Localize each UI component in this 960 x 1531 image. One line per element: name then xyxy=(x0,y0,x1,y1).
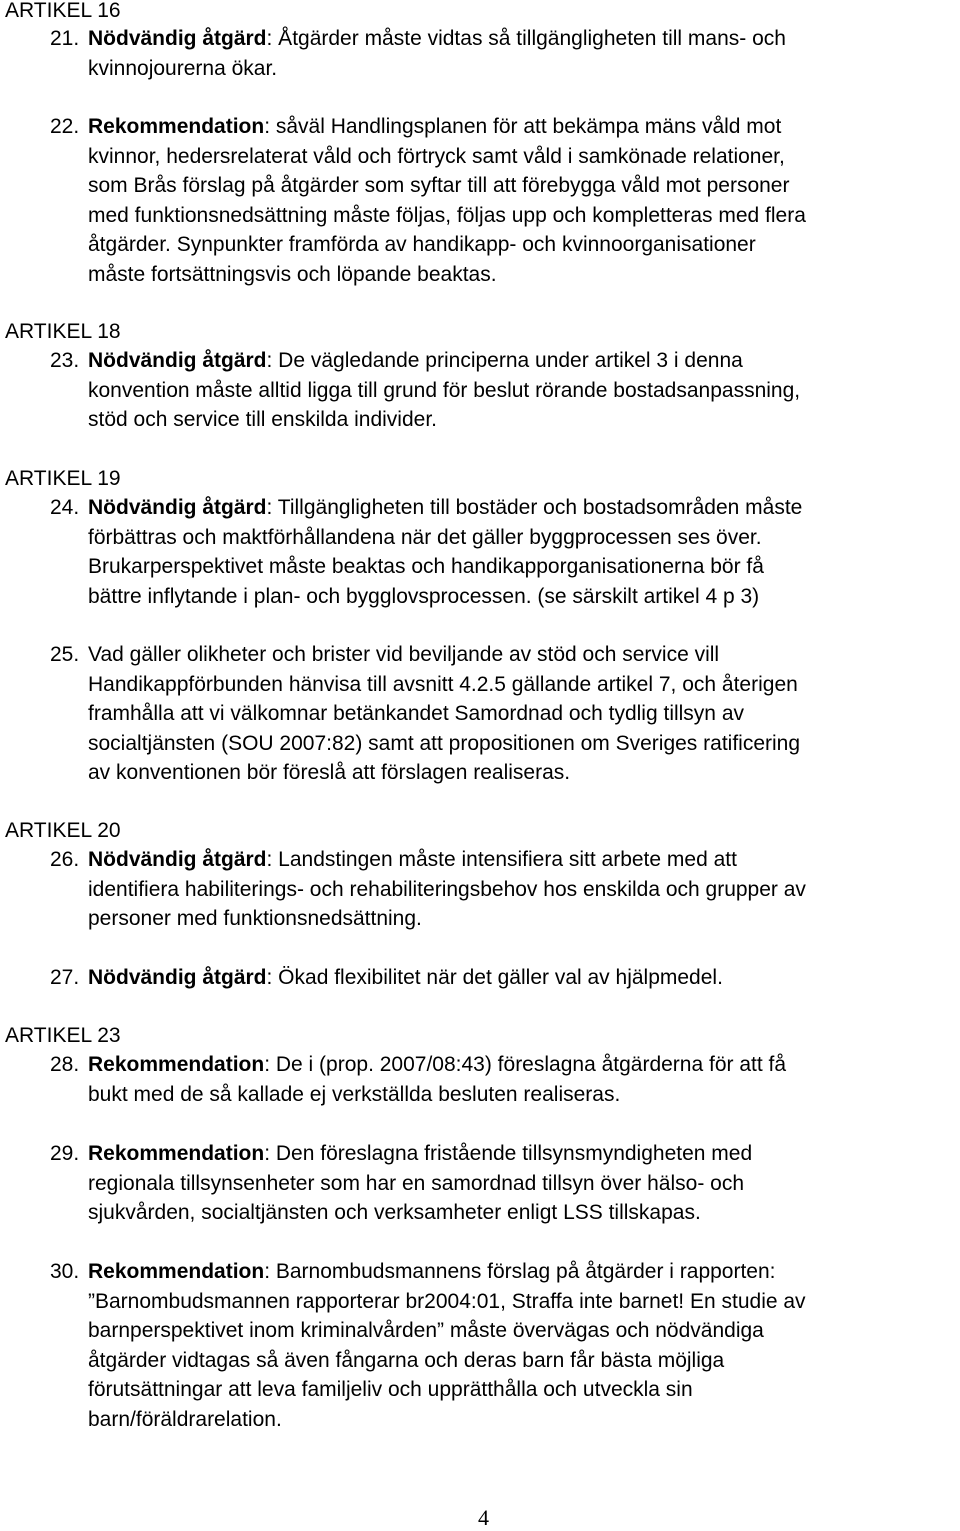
item-line: åtgärder. Synpunkter framförda av handikapp- och kvinnoorganisationer xyxy=(88,233,756,256)
item-line: Brukarperspektivet måste beaktas och handikapporganisationerna bör få xyxy=(88,555,764,578)
item-text: : De i (prop. 2007/08:43) föreslagna åtgärderna för att få xyxy=(264,1053,787,1076)
item-number: 29. xyxy=(50,1142,80,1165)
item-label: Rekommendation xyxy=(88,1053,265,1076)
item-line: ”Barnombudsmannen rapporterar br2004:01, Straffa inte barnet! En studie av xyxy=(88,1290,806,1313)
item-line xyxy=(88,848,737,872)
article-18-heading: ARTIKEL 18 xyxy=(5,320,121,343)
item-label: Nödvändig åtgärd xyxy=(88,966,267,989)
item-line: sjukvården, socialtjänsten och verksamheter enligt LSS tillskapas. xyxy=(88,1201,701,1224)
item-line: Handikappförbunden hänvisa till avsnitt 4.2.5 gällande artikel 7, och återigen xyxy=(88,673,798,696)
item-line xyxy=(88,1142,752,1166)
item-number: 27. xyxy=(50,966,80,989)
item-text: : Landstingen måste intensifiera sitt arbete med att xyxy=(266,848,737,871)
item-text: : Ökad flexibilitet när det gäller val av hjälpmedel. xyxy=(266,966,723,989)
item-label: Rekommendation xyxy=(88,1142,265,1165)
item-label: Nödvändig åtgärd xyxy=(88,496,267,519)
item-number: 28. xyxy=(50,1053,80,1076)
item-line: som Brås förslag på åtgärder som syftar till att förebygga våld mot personer xyxy=(88,174,790,197)
item-line: förutsättningar att leva familjeliv och upprätthålla och utveckla sin xyxy=(88,1378,693,1401)
item-number: 30. xyxy=(50,1260,80,1283)
item-number: 23. xyxy=(50,349,80,372)
item-line: regionala tillsynsenheter som har en samordnad tillsyn över hälso- och xyxy=(88,1172,745,1195)
article-20-heading: ARTIKEL 20 xyxy=(5,819,121,842)
item-text: : såväl Handlingsplanen för att bekämpa mäns våld mot xyxy=(264,115,782,138)
article-19-heading: ARTIKEL 19 xyxy=(5,467,121,490)
item-line: av konventionen bör föreslå att förslagen realiseras. xyxy=(88,761,571,784)
item-line xyxy=(88,496,802,520)
item-line xyxy=(88,349,743,373)
item-line: barnperspektivet inom kriminalvården” måste övervägas och nödvändiga xyxy=(88,1319,764,1342)
item-line: kvinnor, hedersrelaterat våld och förtryck samt våld i samkönade relationer, xyxy=(88,145,785,168)
item-line: Vad gäller olikheter och brister vid beviljande av stöd och service vill xyxy=(88,643,720,666)
item-line: personer med funktionsnedsättning. xyxy=(88,907,422,930)
item-line xyxy=(88,1260,776,1284)
item-label: Rekommendation xyxy=(88,115,265,138)
item-text: : De vägledande principerna under artikel 3 i denna xyxy=(266,349,743,372)
item-number: 26. xyxy=(50,848,80,871)
item-line: barn/föräldrarelation. xyxy=(88,1408,282,1431)
page-number: 4 xyxy=(478,1505,489,1530)
item-line: identifiera habiliterings- och rehabiliteringsbehov hos enskilda och grupper av xyxy=(88,878,806,901)
item-number: 25. xyxy=(50,643,80,666)
item-line xyxy=(88,27,786,51)
article-23-heading: ARTIKEL 23 xyxy=(5,1024,121,1047)
item-label: Nödvändig åtgärd xyxy=(88,349,267,372)
item-line: stöd och service till enskilda individer. xyxy=(88,408,438,431)
item-line xyxy=(88,115,781,139)
item-line: förbättras och maktförhållandena när det gäller byggprocessen ses över. xyxy=(88,526,762,549)
item-number: 21. xyxy=(50,27,80,50)
item-label: Nödvändig åtgärd xyxy=(88,848,267,871)
article-16-heading: ARTIKEL 16 xyxy=(5,0,121,22)
item-text: : Den föreslagna fristående tillsynsmyndigheten med xyxy=(264,1142,753,1165)
item-text: : Tillgängligheten till bostäder och bostadsområden måste xyxy=(266,496,803,519)
item-line: kvinnojourerna ökar. xyxy=(88,57,278,80)
item-line: bättre inflytande i plan- och bygglovsprocessen. (se särskilt artikel 4 p 3) xyxy=(88,585,760,608)
item-line: socialtjänsten (SOU 2007:82) samt att propositionen om Sveriges ratificering xyxy=(88,732,801,755)
item-line: framhålla att vi välkomnar betänkandet Samordnad och tydlig tillsyn av xyxy=(88,702,745,725)
item-text: : Barnombudsmannens förslag på åtgärder i rapporten: xyxy=(264,1260,776,1283)
item-line: måste fortsättningsvis och löpande beaktas. xyxy=(88,263,497,286)
item-line xyxy=(88,1053,786,1077)
item-line: med funktionsnedsättning måste följas, följas upp och kompletteras med flera xyxy=(88,204,806,227)
item-line: åtgärder vidtagas så även fångarna och deras barn får bästa möjliga xyxy=(88,1349,725,1372)
item-text: : Åtgärder måste vidtas så tillgängligheten till mans- och xyxy=(266,27,786,50)
item-number: 24. xyxy=(50,496,80,519)
item-label: Nödvändig åtgärd xyxy=(88,27,267,50)
item-line: bukt med de så kallade ej verkställda besluten realiseras. xyxy=(88,1083,621,1106)
item-line: konvention måste alltid ligga till grund för beslut rörande bostadsanpassning, xyxy=(88,379,801,402)
item-number: 22. xyxy=(50,115,80,138)
item-line xyxy=(88,966,723,990)
item-label: Rekommendation xyxy=(88,1260,265,1283)
